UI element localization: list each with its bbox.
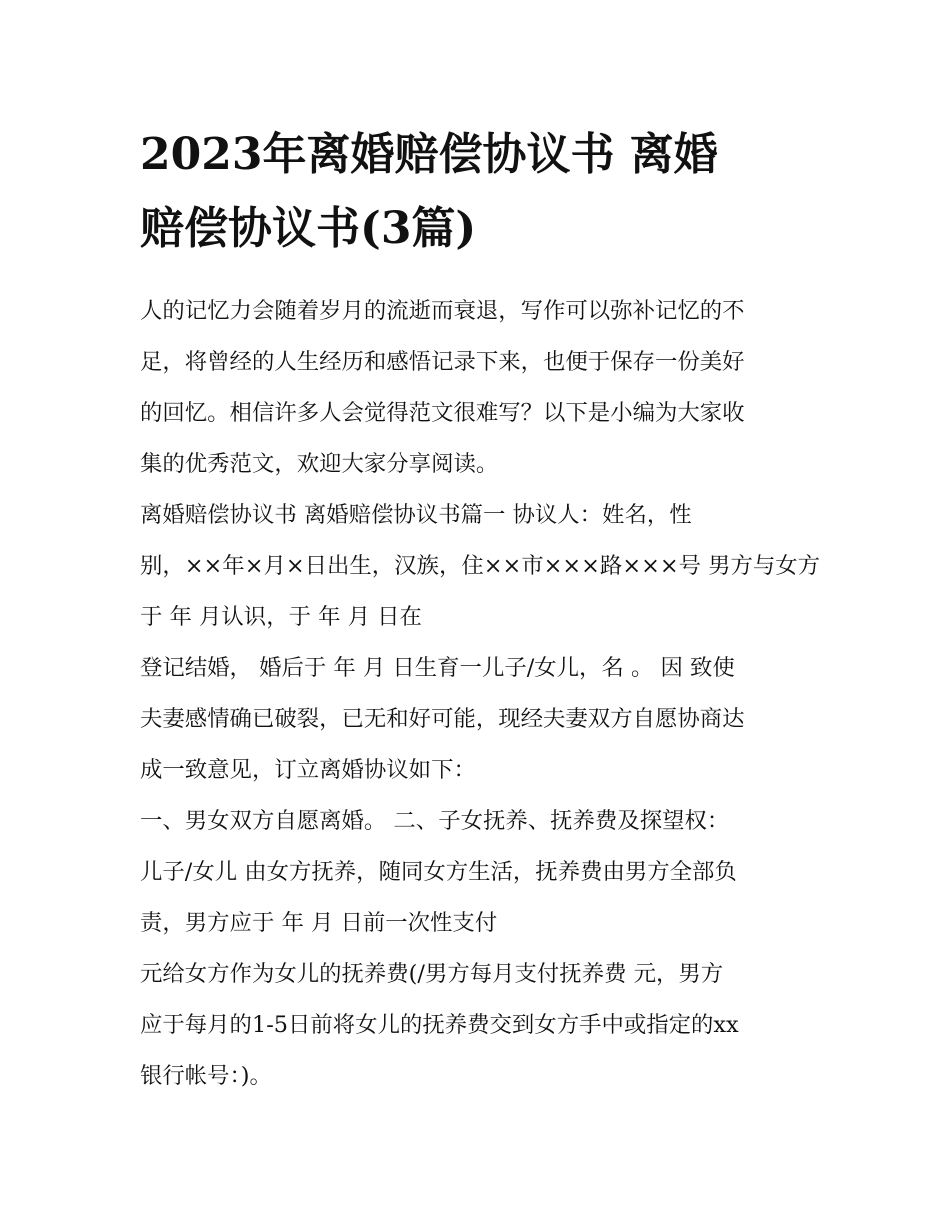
body-line: 儿子/女儿 由女方抚养，随同女方生活，抚养费由男方全部负 — [140, 859, 737, 885]
body-line: 银行帐号：)。 — [140, 1063, 272, 1089]
body-line: 人的记忆力会随着岁月的流逝而衰退，写作可以弥补记忆的不 — [140, 298, 745, 324]
body-line: 集的优秀范文，欢迎大家分享阅读。 — [140, 451, 499, 477]
body-line: 一、男女双方自愿离婚。 二、子女抚养、抚养费及探望权： — [140, 808, 730, 834]
body-line: 的回忆。相信许多人会觉得范文很难写？以下是小编为大家收 — [140, 400, 745, 426]
body-line: 元给女方作为女儿的抚养费(/男方每月支付抚养费 元，男方 — [140, 961, 724, 987]
body-line: 别，××年×月×日出生，汉族，住××市×××路×××号 男方与女方 — [140, 553, 821, 579]
body-line: 离婚赔偿协议书 离婚赔偿协议书篇一 协议人：姓名，性 — [140, 502, 692, 528]
document-body — [140, 286, 820, 1102]
body-line: 夫妻感情确已破裂，已无和好可能，现经夫妻双方自愿协商达 — [140, 706, 745, 732]
title-line: 赔偿协议书(3篇) — [140, 203, 477, 254]
body-line: 成一致意见，订立离婚协议如下： — [140, 757, 476, 783]
title-line: 2023年离婚赔偿协议书 离婚 — [140, 129, 718, 180]
body-line: 登记结婚， 婚后于 年 月 日生育一儿子/女儿，名 。 因 致使 — [140, 655, 735, 681]
document-content — [140, 118, 820, 1102]
body-line: 责，男方应于 年 月 日前一次性支付 — [140, 910, 498, 936]
document-title — [140, 118, 820, 266]
body-line: 足，将曾经的人生经历和感悟记录下来，也便于保存一份美好 — [140, 349, 745, 375]
body-line: 应于每月的1-5日前将女儿的抚养费交到女方手中或指定的xx — [140, 1012, 739, 1038]
body-line: 于 年 月认识，于 年 月 日在 — [140, 604, 422, 630]
